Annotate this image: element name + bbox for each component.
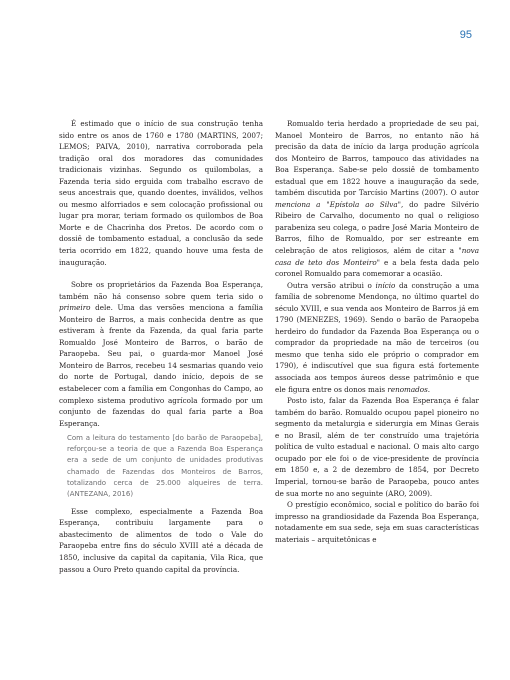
paragraph: Romualdo teria herdado a propriedade de seu pai, Manoel Monteiro de Barros, no entanto não há precisão da data de início da larga produção agrícola dos Monteiro de Barros, tampouco das atividades na Boa Esperança. Sabe-se pelo dossiê de tombamento estadual que em 1822 houve a inauguração da sede, também discutida por Tarcísio Martins (2007). O autor menciona a "Epístola ao Silva", do padre Silvério Ribeiro de Carvalho, documento no qual o religioso parabeniza seu colega, o padre José Maria Monteiro de Barros, filho de Romualdo, por ser estreante em celebração de atos religiosos, além de citar a "nova casa de teto dos Monteiro" e a bela festa dada pelo coronel Romualdo para comemorar a ocasião. <box>275 119 480 279</box>
paragraph: O prestígio econômico, social e político do barão foi impresso na grandiosidade da Fazenda Boa Esperança, notadamente em sua sede, seja em suas características materiais – arquitetônicas e <box>275 500 479 544</box>
paragraph-gap <box>59 268 263 279</box>
block-quote: Com a leitura do testamento [do barão de Paraopeba], reforçou-se a teoria de que a Fazenda Boa Esperança era a sede de um conjunto de unidades produtivas chamado de Fazendas dos Monteiros de Barros, totalizando cerca de 25.000 alqueires de terra. (ANTEZANA, 2016) <box>67 434 263 498</box>
paragraph: Outra versão atribui o início da construção a uma família de sobrenome Mendonça, no último quartel do século XVIII, e sua venda aos Monteiro de Barros já em 1790 (MENEZES, 1969). Sendo o barão de Paraopeba herdeiro do fundador da Fazenda Boa Esperança ou o comprador da propriedade na mão de terceiros (ou mesmo que tenha sido ele próprio o comprador em 1790), é indiscutível que sua figura está fortemente associada aos tempos áureos desse patrimônio e que ele figura entre os donos mais renomados. <box>275 280 479 394</box>
paragraph: É estimado que o início de sua construção tenha sido entre os anos de 1760 e 1780 (MARTINS, 2007; LEMOS; PAIVA, 2010), narrativa corroborada pela tradição oral dos moradores das comunidades tradicionais vizinhas. Segundo os quilombolas, a Fazenda teria sido erguida com trabalho escravo de seus ancestrais que, quando doentes, inválidos, velhos ou mesmo alforriados e sem colocação profissional ou lugar pra morar, teriam formado os quilombos de Boa Morte e de Chacrinha dos Pretos. De acordo com o dossiê de tombamento estadual, a conclusão da sede teria ocorrido em 1822, quando houve uma festa de inauguração. <box>59 119 263 267</box>
paragraph: Sobre os proprietários da Fazenda Boa Esperança, também não há consenso sobre quem teria sido o primeiro dele. Uma das versões menciona a família Monteiro de Barros, a mais conhecida dentre as que estiveram à frente da Fazenda, da qual faria parte Romualdo José Monteiro de Barros, o barão de Paraopeba. Seu pai, o guarda-mor Manoel José Monteiro de Barros, recebeu 14 sesmarias quando veio do norte de Portugal, dando início, depois de se estabelecer com a família em Congonhas do Campo, ao complexo sistema produtivo agrícola formado por um conjunto de fazendas do qual faria parte a Boa Esperança. <box>59 280 263 428</box>
paragraph: Posto isto, falar da Fazenda Boa Esperança é falar também do barão. Romualdo ocupou papel pioneiro no segmento da metalurgia e siderurgia em Minas Gerais e no Brasil, além de ter construído uma trajetória política de vulto estadual e nacional. O mais alto cargo ocupado por ele foi o de vice-presidente de província em 1850 e, a 2 de dezembro de 1854, por Decreto Imperial, tornou-se barão de Paraopeba, pouco antes de sua morte no ano seguinte (ARO, 2009). <box>275 396 479 498</box>
left-column <box>59 118 263 575</box>
page-number: 95 <box>459 29 472 41</box>
right-column <box>275 118 479 545</box>
paragraph: Esse complexo, especialmente a Fazenda Boa Esperança, contribuiu largamente para o abastecimento de alimentos de todo o Vale do Paraopeba entre fins do século XVIII até a década de 1850, inclusive da capital da capitania, Vila Rica, que passou a Ouro Preto quando capital da província. <box>59 506 263 574</box>
